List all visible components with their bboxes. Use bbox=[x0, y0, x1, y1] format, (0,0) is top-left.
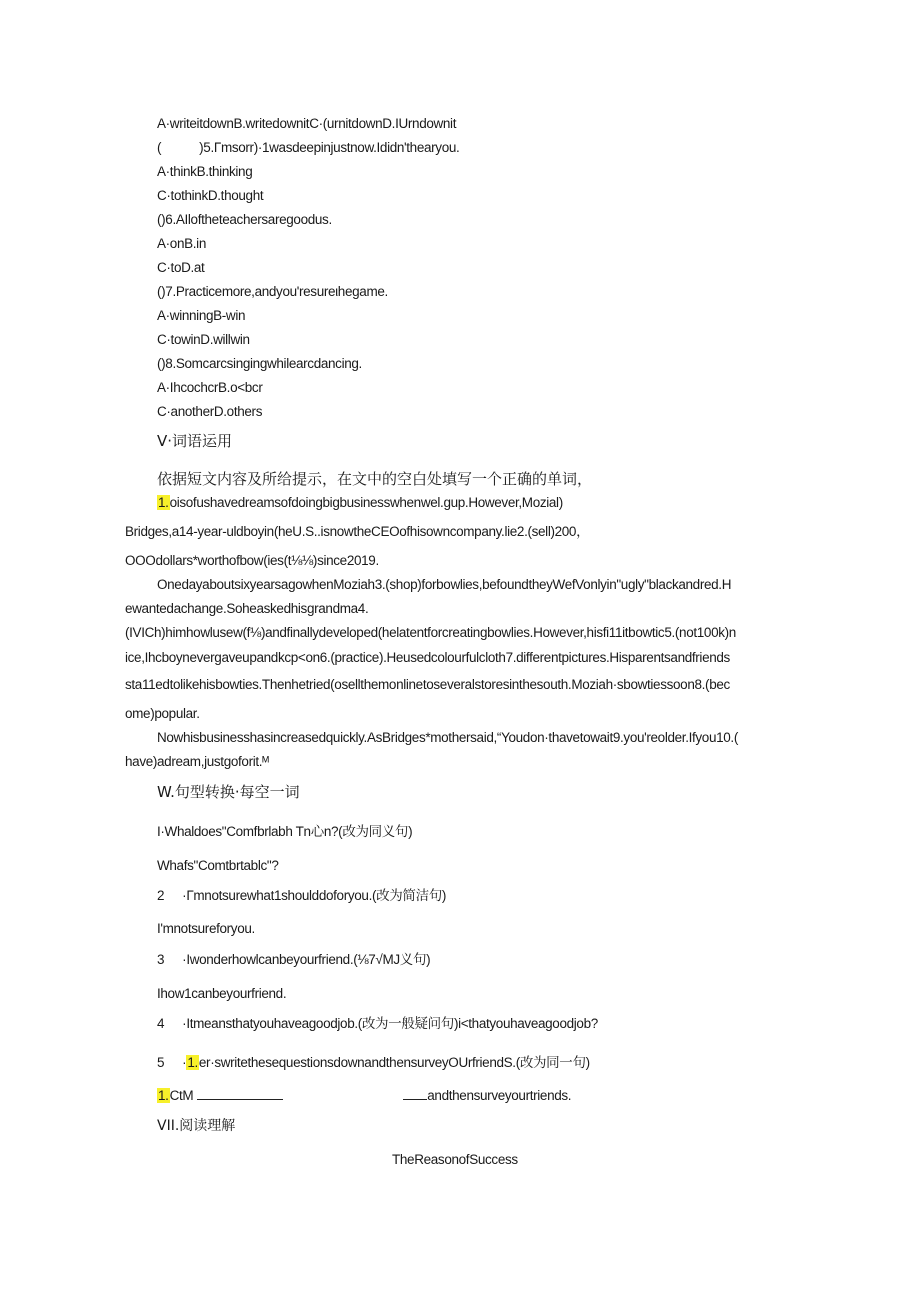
q-number: 4 bbox=[157, 1016, 165, 1031]
passage-p3-line2: have)adream,justgoforit.ᴹ bbox=[125, 754, 269, 769]
section5-title: V·词语运用 bbox=[157, 432, 233, 450]
answer-text: andthensurveyourtriends. bbox=[427, 1088, 572, 1103]
transform-a2: I'mnotsureforyou. bbox=[157, 921, 255, 936]
transform-q5 bbox=[157, 1054, 590, 1072]
highlight-marker: 1. bbox=[158, 495, 169, 510]
q8-options-cd: C·anotherD.others bbox=[157, 404, 263, 419]
answer-blank[interactable] bbox=[197, 1087, 283, 1100]
q7-stem: ()7.Practicemore,andyou'resureιhegame. bbox=[157, 284, 388, 299]
q6-options-cd: C·toD.at bbox=[157, 260, 205, 275]
transform-q4 bbox=[157, 1015, 598, 1033]
passage-p3-line1: Nowhisbusinesshasincreasedquickly.AsBridges*mothersaid,“Youdon·thavetowait9.you'reolder.Ifyou10.( bbox=[157, 730, 738, 745]
q-dot: · bbox=[182, 1055, 187, 1070]
passage-p2-line2: ewantedachange.Soheaskedhisgrandma4. bbox=[125, 601, 369, 616]
q-text: ·Itmeansthatyouhaveagoodjob.(改为一般疑问句)i<thatyouhaveagoodjob? bbox=[182, 1016, 598, 1031]
answer-blank[interactable] bbox=[403, 1087, 427, 1100]
passage-p2-line5: sta11edtolikehisbowties.Thenhetried(osellthemonlinetoseveralstoresinthesouth.Moziah·sbowtiessoon8.(bec bbox=[125, 677, 730, 692]
section5-instruction: 依据短文内容及所给提示，在文中的空白处填写一个正确的单词， bbox=[157, 470, 593, 488]
q5-options-cd: C·tothinkD.thought bbox=[157, 188, 264, 203]
q-text: ·Iwonderhowlcanbeyourfriend.(⅛7√MJ义句) bbox=[182, 952, 431, 967]
q5-options-ab: A·thinkB.thinking bbox=[157, 164, 253, 179]
q-text: er·swritethesequestionsdownandthensurveyOUrfriendS.(改为同一句) bbox=[198, 1055, 590, 1070]
transform-a1: Whafs"Comtbrtablc"? bbox=[157, 858, 279, 873]
passage-text: oisofushavedreamsofdoingbigbusinesswhenwel.gup.However,Mozial) bbox=[169, 495, 563, 510]
transform-a5 bbox=[157, 1087, 571, 1105]
q5-open-paren: ( bbox=[157, 140, 162, 155]
passage-p1-line2: Bridges,a14-year-uldboyin(heU.S..isnowtheCEOofhisowncompany.lie2.(sell)200， bbox=[125, 524, 590, 539]
highlight-marker: 1. bbox=[187, 1055, 198, 1070]
q6-options-ab: A·onB.in bbox=[157, 236, 206, 251]
passage-p2-line6: ome)popular. bbox=[125, 706, 200, 721]
passage-p2-line4: ice,Ihcboynevergaveupandkcp<on6.(practice).Heusedcolourfulcloth7.differentpictures.Hisparentsandfriends bbox=[125, 650, 730, 665]
highlight-marker: 1. bbox=[158, 1088, 169, 1103]
q-text: ·Γmnotsurewhat1shoulddoforyou.(改为简洁句) bbox=[182, 888, 447, 903]
q8-options-ab: A·IhcochcrB.o<bcr bbox=[157, 380, 263, 395]
transform-q3 bbox=[157, 951, 430, 969]
transform-a3: Ihow1canbeyourfriend. bbox=[157, 986, 287, 1001]
q7-options-ab: A·winningB-win bbox=[157, 308, 246, 323]
q5-text: )5.Γmsorr)·1wasdeepinjustnow.Ididn'thearyou. bbox=[199, 140, 460, 155]
q8-stem: ()8.Somcarcsingingwhilearcdancing. bbox=[157, 356, 362, 371]
section6-title: W.句型转换·每空一词 bbox=[157, 783, 300, 801]
q-number: 3 bbox=[157, 952, 165, 967]
q4-options: A·writeitdownB.writedownitC·(urnitdownD.IUrndownit bbox=[157, 116, 457, 131]
q6-stem: ()6.AIloftheteachersaregoodus. bbox=[157, 212, 332, 227]
answer-prefix: CtM bbox=[169, 1088, 194, 1103]
passage-p2-line3: (IVICh)himhowlusew(f⅛)andfinallydeveloped(helatentforcreatingbowlies.However,hisfi11itbowtic5.(not100k)n bbox=[125, 625, 736, 640]
passage-p2-line1: OnedayaboutsixyearsagowhenMoziah3.(shop)forbowlies,befoundtheyWefVonlyin"ugly"blackandred.H bbox=[157, 577, 732, 592]
section7-title: VII.阅读理解 bbox=[157, 1118, 236, 1134]
transform-q2 bbox=[157, 887, 446, 905]
transform-q1: I·Whaldoes"Comfbrlabh Tn心n?(改为同义句) bbox=[157, 824, 413, 839]
passage-title: TheReasonofSuccess bbox=[392, 1152, 518, 1167]
passage-p1-line3: OOOdollars*worthofbow(ies(t⅛⅛)since2019. bbox=[125, 553, 379, 568]
q7-options-cd: C·towinD.willwin bbox=[157, 332, 250, 347]
q-number: 2 bbox=[157, 888, 165, 903]
passage-p1-line1 bbox=[157, 494, 563, 512]
q5-stem bbox=[157, 139, 459, 157]
q-number: 5 bbox=[157, 1055, 165, 1070]
